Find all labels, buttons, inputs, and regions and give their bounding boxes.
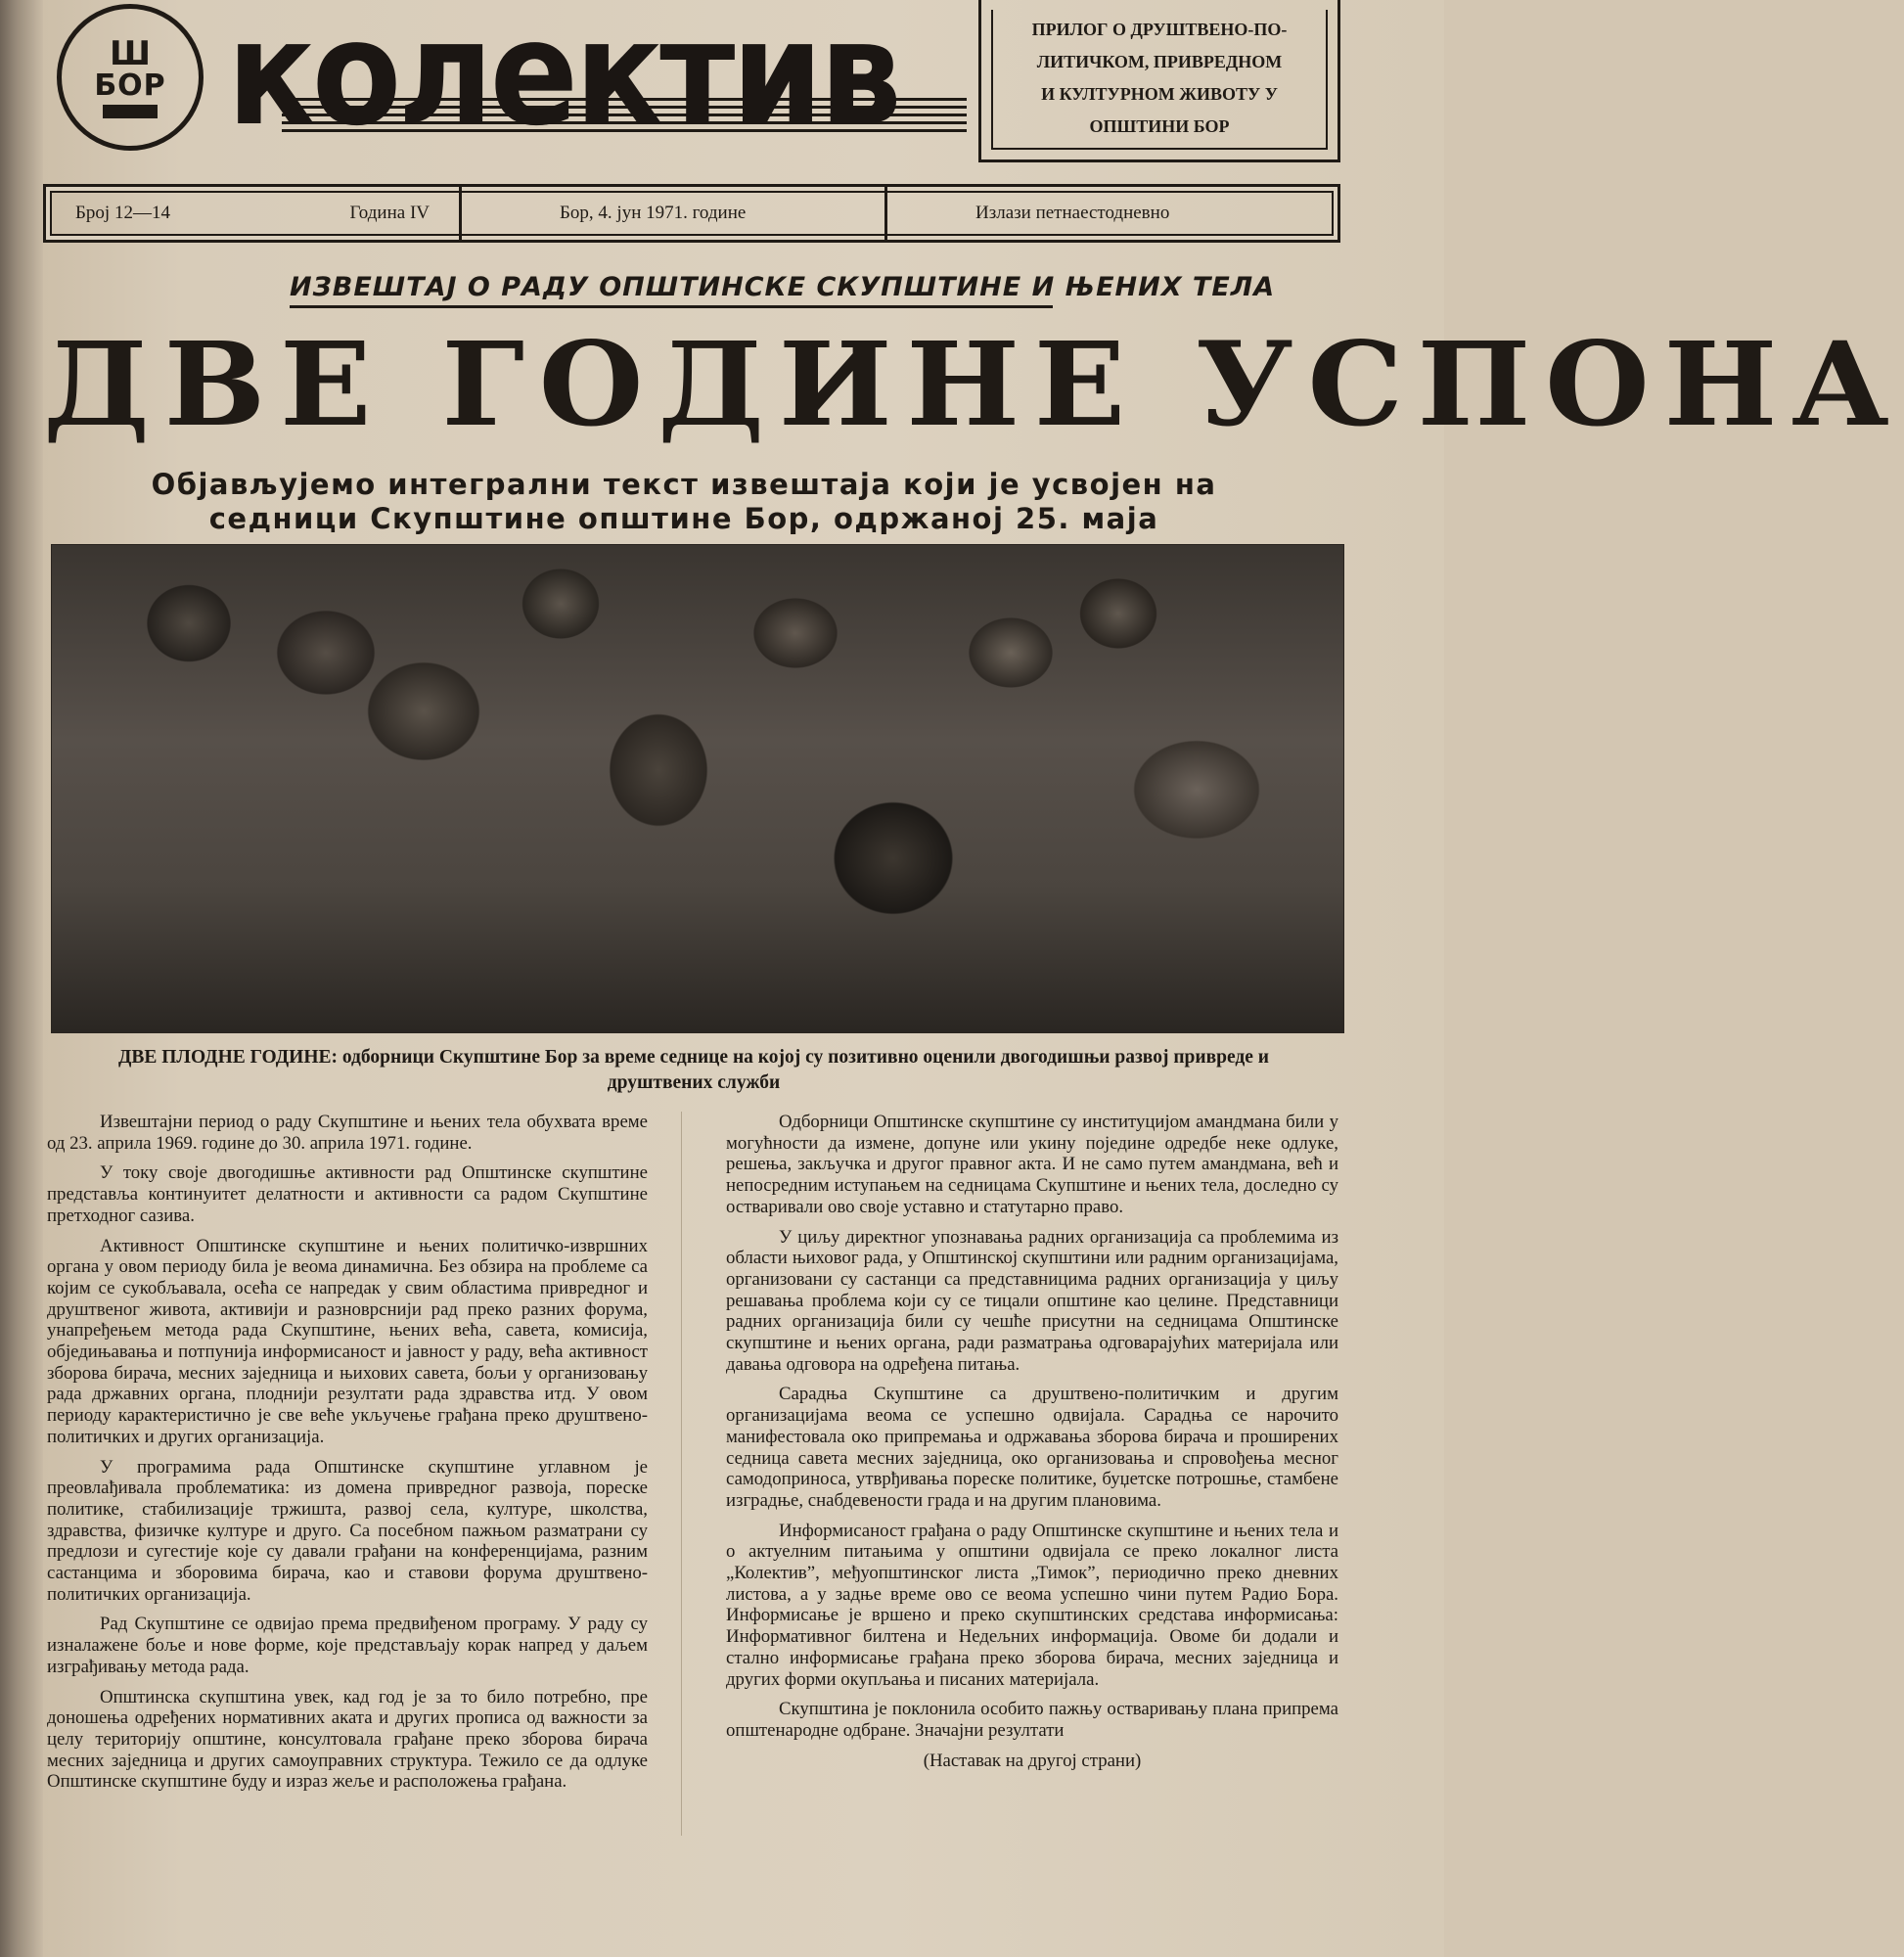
tagline-line: ПРИЛОГ О ДРУШТВЕНО-ПО-: [1031, 20, 1288, 39]
article-paragraph: Рад Скупштине се одвијао према предвиђеном програму. У раду су изналажене боље и нове форме, које представљају корак напред у даљем изграђивању метода рада.: [47, 1614, 648, 1677]
bor-logo: [57, 4, 204, 151]
article-paragraph: Одборници Општинске скупштине су институцијом амандмана били у могућности да измене, допуне или укину поједине одредбе неке одлуке, решења, закључка и другог правног акта. И не само путем амандмана, већ и непосредним иступањем на седницама Скупштине и њених тела, доследно су остваривали ово своје уставно и статутарно право.: [726, 1112, 1338, 1217]
assembly-photo: [51, 544, 1344, 1033]
logo-base-shape: [103, 105, 158, 118]
issue-number-year-cell: [46, 187, 462, 240]
book-binding-edge: [0, 0, 43, 1957]
article-paragraph: Информисаност грађана о раду Општинске скупштине и њених тела и о актуелним питањима у општини одвијала се преко локалног листа „Колектив”, међуопштинског листа „Тимок”, периодично преко дневних листова, а у задње време ово се веома успешно чини путем Радио Бора. Информисање је вршено и преко скупштинских средстава информисања: Информативног билтена и Недељних информација. Овоме би додали и стално информисање грађана преко зборова бирача, месних заједница и других форми окупљања и писаних материјала.: [726, 1520, 1338, 1690]
article-paragraph: Сарадња Скупштине са друштвено-политичким и другим организацијама веома се успешно одвијала. Сарадња се нарочито манифестовала око припремања и одржавања зборова бирача и проширених седница савета месних заједница, око организовања и спровођења месног самодоприноса, утврђивања пореске политике, буџетске потрошње, стамбене изградње, снабдевености града и на другим плановима.: [726, 1384, 1338, 1511]
column-divider: [681, 1112, 682, 1836]
tagline-box: [978, 0, 1340, 162]
article-paragraph: У току своје двогодишње активности рад Општинске скупштине представља континуитет делатности и активности са радом Скупштине претходног сазива.: [47, 1162, 648, 1226]
masthead-title: колектив: [227, 0, 899, 158]
article-paragraph: У програмима рада Општинске скупштине углавном је преовлађивала проблематика: из домена привредног развоја, пореске политике, стабилизације тржишта, развој села, културе, школства, здравства, физичке културе и друго. Са посебном пажњом разматрани су предлози и сугестије које су давали грађани на конференцијама, разним састанцима и зборовима бирача, као и ставови форума друштвено-политичких организација.: [47, 1456, 648, 1605]
issue-year: Година IV: [349, 203, 430, 223]
article-subhead: Објављујемо интегрални текст извештаја који је усвојен на седници Скупштине општине Бор, одржаној 25. маја: [151, 468, 1217, 535]
photo-caption: ДВЕ ПЛОДНЕ ГОДИНЕ: одборници Скупштине Бор за време седнице на којој су позитивно оценили двогодишњи развој привреде и друштвених служби: [117, 1047, 1270, 1093]
article-paragraph: Скупштина је поклонила особито пажњу остваривању плана припрема општенародне одбране. Значајни резултати: [726, 1699, 1338, 1741]
article-column-right: [726, 1112, 1338, 1780]
tagline-line: ОПШТИНИ БОР: [1089, 116, 1230, 136]
issue-info-bar: [43, 184, 1340, 243]
continuation-note: (Наставак на другој страни): [923, 1750, 1142, 1771]
newspaper-page: [43, 0, 1904, 1957]
article-headline: ДВЕ ГОДИНЕ УСПОНА: [43, 316, 1904, 452]
tagline-line: ЛИТИЧКОМ, ПРИВРЕДНОМ: [1036, 52, 1283, 71]
tagline-text: [991, 10, 1328, 150]
article-paragraph: Извештајни период о раду Скупштине и њених тела обухвата време од 23. априла 1969. године до 30. априла 1971. године.: [47, 1112, 648, 1154]
issue-frequency-cell: [887, 187, 1337, 240]
issue-date: Бор, 4. јун 1971. године: [560, 203, 747, 223]
issue-date-cell: [462, 187, 887, 240]
article-column-left: [43, 1112, 648, 1801]
logo-text: БОР: [94, 68, 166, 103]
article-paragraph: Општинска скупштина увек, кад год је за то било потребно, пре доношења одређених нормативних аката и других прописа од важности за целу територију општине, консултовала грађане преко зборова бирача месних заједница и других самоуправних структура. Тежило се да одлуке Општинске скупштине буду и израз жеље и расположења грађана.: [47, 1686, 648, 1793]
article-paragraph: У циљу директног упознавања радних организација са проблемима из области њиховог рада, у Општинској скупштини или радним организацијама, организовани су састанци са представницима радних организација у циљу решавања проблема који су се тицали општине као целине. Представници радних организација били су чешће присутни на седницама Општинске скупштине и њених органа, ради разматрања одговарајућих материјала или давања одговора на одређена питања.: [726, 1226, 1338, 1375]
logo-mark: Ш: [109, 33, 151, 73]
article-kicker: ИЗВЕШТАЈ О РАДУ ОПШТИНСКЕ СКУПШТИНЕ И ЊЕНИХ ТЕЛА: [290, 272, 1053, 308]
issue-number: Број 12—14: [75, 203, 170, 223]
tagline-line: И КУЛТУРНОМ ЖИВОТУ У: [1041, 84, 1278, 104]
article-paragraph: Активност Општинске скупштине и њених политичко-извршних органа у овом периоду била је веома динамична. Без обзира на проблеме са којим се сукобљавала, осећа се напредак у свим областима привредног и друштвеног живота, активији и разноврснији рад преко разних форума, унапређењем метода рада Скупштине, њених већа, савета, комисија, обједињавања и потпунија информисаност и јавност у раду, већа активност зборова бирача, месних заједница и њихових савета, бољи у организовању рада државних органа, плоднији резултати рада здравства итд. У овом периоду карактеристично је све веће укључење грађана преко друштвено-политичких и других организација.: [47, 1235, 648, 1447]
issue-frequency: Излази петнаестодневно: [975, 203, 1170, 223]
